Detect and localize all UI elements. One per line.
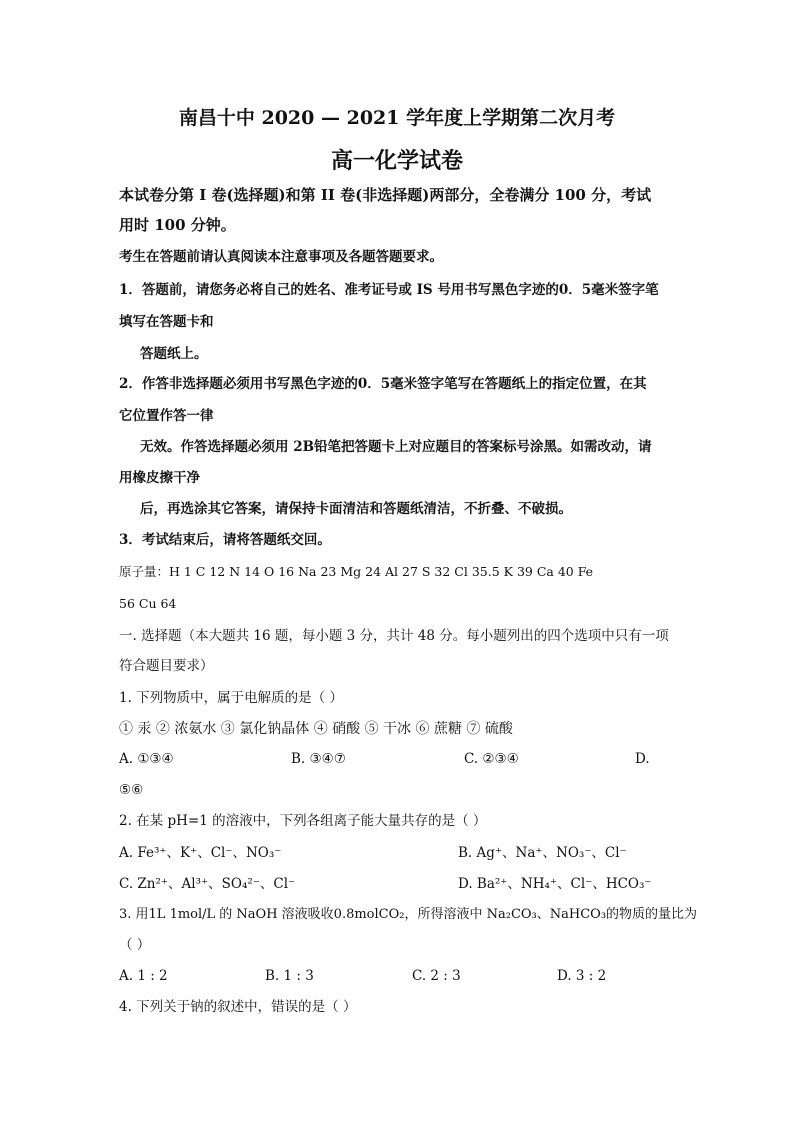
question-1-option-c: C. ②③④ [464, 751, 519, 767]
question-3-option-a: A. 1 : 2 [119, 968, 168, 984]
question-4-stem: 4. 下列关于钠的叙述中，错误的是（ ） [119, 999, 357, 1015]
rule-2-line-a: 2．作答非选择题必须用书写黑色字迹的0．5毫米签字笔写在答题纸上的指定位置，在其 [119, 376, 647, 392]
rule-2-line-e: 后，再选涂其它答案，请保持卡面清洁和答题纸清洁，不折叠、不破损。 [140, 501, 572, 517]
atomic-masses-line-1: 原子量：H 1 C 12 N 14 O 16 Na 23 Mg 24 Al 27 S 32 Cl 35.5 K 39 Ca 40 Fe [119, 564, 594, 579]
question-3-option-c: C. 2 : 3 [412, 968, 461, 984]
intro-line-2: 用时 100 分钟。 [119, 216, 236, 234]
rule-2-line-d: 用橡皮擦干净 [119, 470, 200, 486]
question-3-option-d: D. 3 : 2 [557, 968, 607, 984]
question-1-option-b: B. ③④⑦ [291, 751, 346, 767]
question-3-stem: 3. 用1L 1mol/L 的 NaOH 溶液吸收0.8molCO₂，所得溶液中 Na₂CO₃、NaHCO₃的物质的量比为 [119, 907, 698, 922]
question-2-stem: 2. 在某 pH=1 的溶液中，下列各组离子能大量共存的是（ ） [119, 813, 487, 829]
intro-line-1: 本试卷分第 I 卷(选择题)和第 II 卷(非选择题)两部分，全卷满分 100 分，考试 [119, 186, 652, 204]
rule-1-line-c: 答题纸上。 [140, 346, 208, 362]
question-2-option-a: A. Fe³⁺、K⁺、Cl⁻、NO₃⁻ [119, 845, 282, 861]
question-3-option-b: B. 1 : 3 [265, 968, 314, 984]
question-1-items: ① 汞 ② 浓氨水 ③ 氯化钠晶体 ④ 硝酸 ⑤ 干冰 ⑥ 蔗糖 ⑦ 硫酸 [119, 721, 513, 737]
question-1-option-d: D. [635, 751, 650, 767]
rule-2-line-b: 它位置作答一律 [119, 408, 214, 424]
exam-subtitle: 高一化学试卷 [330, 148, 463, 174]
section-1-heading-b: 符合题目要求） [119, 658, 214, 674]
question-1-option-a: A. ①③④ [119, 751, 174, 767]
section-1-heading-a: 一. 选择题（本大题共 16 题，每小题 3 分，共计 48 分。每小题列出的四个选项中只有一项 [119, 628, 669, 644]
exam-title: 南昌十中 2020 — 2021 学年度上学期第二次月考 [178, 107, 616, 129]
notice-text: 考生在答题前请认真阅读本注意事项及各题答题要求。 [119, 249, 443, 265]
question-2-option-b: B. Ag⁺、Na⁺、NO₃⁻、Cl⁻ [458, 845, 627, 861]
rule-3: 3．考试结束后，请将答题纸交回。 [119, 532, 331, 548]
atomic-masses-line-2: 56 Cu 64 [119, 596, 177, 611]
question-2-option-c: C. Zn²⁺、Al³⁺、SO₄²⁻、Cl⁻ [119, 876, 296, 892]
question-1-option-d-continued: ⑤⑥ [119, 782, 144, 798]
question-2-option-d: D. Ba²⁺、NH₄⁺、Cl⁻、HCO₃⁻ [458, 876, 652, 892]
question-1-stem: 1. 下列物质中，属于电解质的是（ ） [119, 690, 343, 706]
rule-2-line-c: 无效。作答选择题必须用 2B铅笔把答题卡上对应题目的答案标号涂黑。如需改动，请 [140, 439, 652, 455]
rule-1-line-a: 1．答题前，请您务必将自己的姓名、准考证号或 IS 号用书写黑色字迹的0．5毫米签字笔 [119, 282, 659, 298]
rule-1-line-b: 填写在答题卡和 [119, 314, 214, 330]
question-3-stem-continued: （ ） [119, 937, 151, 953]
